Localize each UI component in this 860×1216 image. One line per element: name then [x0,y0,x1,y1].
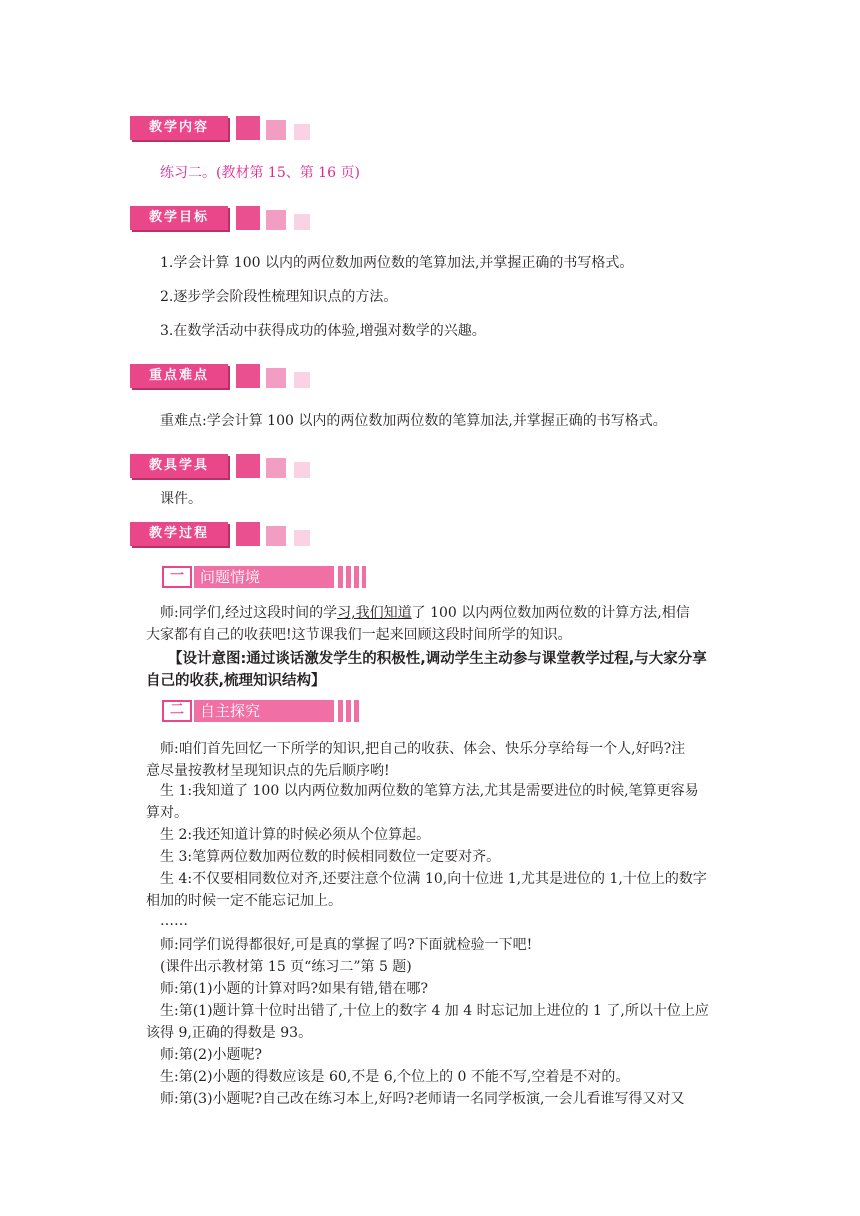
decor-square [266,120,286,140]
dialogue-line: 生 3:笔算两位数加两位数的时候相同数位一定要对齐。 [160,849,501,865]
decor-square [236,454,260,478]
decor-square [266,210,286,230]
dialogue-continuation: 相加的时候一定不能忘记加上。 [146,893,342,909]
decor-square [236,116,260,140]
dialogue-line: 师:同学们说得都很好,可是真的掌握了吗?下面就检验一下吧! [160,937,533,953]
decor-stripe [338,566,343,588]
dialogue-line: 生 2:我还知道计算的时候必须从个位算起。 [160,827,431,843]
paragraph-continuation: 大家都有自己的收获吧!这节课我们一起来回顾这段时间所学的知识。 [146,627,572,643]
dialogue-line: 生 1:我知道了 100 以内两位数加两位数的笔算方法,尤其是需要进位的时候,笔算更容易 [160,783,699,799]
decor-stripe [354,566,359,588]
decor-stripe [354,700,359,722]
dialogue-continuation: 该得 9,正确的得数是 93。 [146,1025,313,1041]
subsection-number: 二 [162,700,192,722]
dialogue-continuation: 算对。 [146,805,188,821]
dialogue-line: 生:第(2)小题的得数应该是 60,不是 6,个位上的 0 不能不写,空着是不对的。 [160,1069,630,1085]
subsection-title: 问题情境 [194,566,334,588]
dialogue-line: (课件出示教材第 15 页“练习二”第 5 题) [160,959,412,975]
decor-stripe [346,566,351,588]
decor-square [266,458,286,478]
decor-square [236,364,260,388]
section-title: 教学目标 [130,206,228,230]
dialogue-line: 师:第(1)小题的计算对吗?如果有错,错在哪? [160,981,429,997]
dialogue-line: 师:咱们首先回忆一下所学的知识,把自己的收获、体会、快乐分享给每一个人,好吗?注 [160,741,686,757]
decor-square [266,368,286,388]
decor-stripe [346,700,351,722]
content-text: 练习二。(教材第 15、第 16 页) [160,165,360,181]
paragraph-text: 师:同学们,经过这段时间的学 [160,605,338,621]
decor-square [294,124,310,140]
dialogue-continuation: 意尽量按教材呈现知识点的先后顺序哟! [146,763,390,779]
decor-square [236,522,260,546]
decor-stripe [362,566,366,588]
ellipsis-line: …… [160,913,188,929]
section-title: 教学内容 [130,116,228,140]
dialogue-line: 生 4:不仅要相同数位对齐,还要注意个位满 10,向十位进 1,尤其是进位的 1,十位上的数字 [160,871,707,887]
key-text: 重难点:学会计算 100 以内的两位数加两位数的笔算加法,并掌握正确的书写格式。 [160,413,667,429]
section-title: 教学过程 [130,522,228,546]
decor-square [294,530,310,546]
decor-square [294,462,310,478]
subsection-header-1 [162,566,368,588]
design-intent-continuation: 自己的收获,梳理知识结构】 [146,673,326,689]
section-title: 重点难点 [130,364,228,388]
goal-item: 2.逐步学会阶段性梳理知识点的方法。 [160,289,398,305]
dialogue-line: 师:第(3)小题呢?自己改在练习本上,好吗?老师请一名同学板演,一会儿看谁写得又对又 [160,1091,685,1107]
decor-square [266,526,286,546]
decor-square [294,214,310,230]
subsection-header-2 [162,700,368,722]
subsection-title: 自主探究 [194,700,334,722]
underlined-text: 习,我们知道 [337,605,412,621]
dialogue-line: 生:第(1)题计算十位时出错了,十位上的数字 4 加 4 时忘记加上进位的 1 了,所以十位上应 [160,1003,709,1019]
decor-square [236,206,260,230]
tools-text: 课件。 [160,491,202,507]
goal-item: 1.学会计算 100 以内的两位数加两位数的笔算加法,并掌握正确的书写格式。 [160,255,634,271]
design-intent: 【设计意图:通过谈话激发学生的积极性,调动学生主动参与课堂教学过程,与大家分享 [168,651,707,667]
section-title: 教具学具 [130,454,228,478]
paragraph [160,602,690,624]
dialogue-line: 师:第(2)小题呢? [160,1047,263,1063]
decor-stripe [338,700,343,722]
subsection-number: 一 [162,566,192,588]
goal-item: 3.在数学活动中获得成功的体验,增强对数学的兴趣。 [160,323,486,339]
paragraph-text: 了 100 以内两位数加两位数的计算方法,相信 [411,605,690,621]
decor-square [294,372,310,388]
